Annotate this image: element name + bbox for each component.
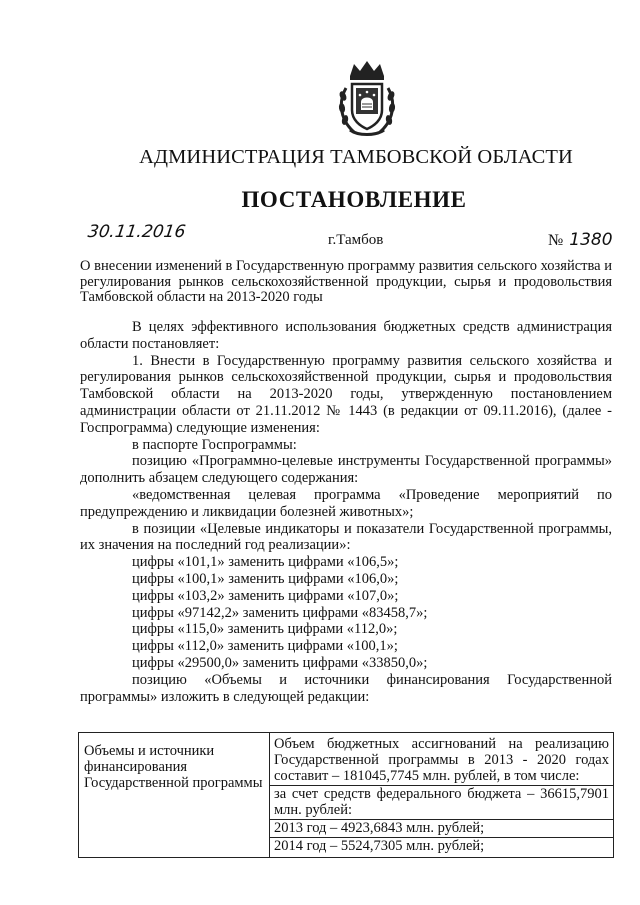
document-number [548,230,613,250]
document-body [80,319,612,705]
document-city: г.Тамбов [328,232,384,248]
table-line: Объем бюджетных ассигнований на реализацию Государственной программы в 2013 - 2020 годах составит – 181045,7745 млн. рублей, в том числе: [274,736,609,784]
replacement-item: цифры «29500,0» заменить цифрами «33850,0»; [132,654,428,671]
financing-table [78,732,614,858]
paragraph: позицию «Объемы и источники финансирования Государственной программы» изложить в следующей редакции: [80,671,612,705]
organization-title: АДМИНИСТРАЦИЯ ТАМБОВСКОЙ ОБЛАСТИ [139,146,573,168]
table-row [79,733,614,858]
document-subject: О внесении изменений в Государственную программу развития сельского хозяйства и регулирования рынков сельскохозяйственной продукции, сырья и продовольствия Тамбовской области на 2013-2020 годы [80,258,612,305]
table-line: 2013 год – 4923,6843 млн. рублей; [270,819,613,836]
replacement-item: цифры «115,0» заменить цифрами «112,0»; [132,621,398,638]
paragraph: в паспорте Госпрограммы: [132,436,297,453]
replacement-item: цифры «112,0» заменить цифрами «100,1»; [132,638,398,655]
table-line: 2014 год – 5524,7305 млн. рублей; [270,837,613,854]
paragraph: позицию «Программно-целевые инструменты Государственной программы» дополнить абзацем следующего содержания: [80,453,612,487]
document-date: 30.11.2016 [86,222,187,242]
paragraph: «ведомственная целевая программа «Проведение мероприятий по предупреждению и ликвидации болезней животных»; [80,486,612,520]
number-value: 1380 [569,230,613,250]
paragraph: В целях эффективного использования бюджетных средств администрация области постановляет: [80,319,612,352]
document-type-title: ПОСТАНОВЛЕНИЕ [241,187,467,212]
paragraph: в позиции «Целевые индикаторы и показатели Государственной программы, их значения на последний год реализации»: [80,520,612,554]
table-label-cell: Объемы и источники финансирования Государственной программы [79,733,270,858]
replacement-item: цифры «97142,2» заменить цифрами «83458,7»; [132,604,428,621]
paragraph: 1. Внести в Государственную программу развития сельского хозяйства и регулирования рынков сельскохозяйственной продукции, сырья и продовольствия Тамбовской области на 2013-2020 годы, утвержденную постановлением администрации области от 21.11.2012 № 1443 (в редакции от 09.11.2016), (далее - Госпрограмма) следующие изменения: [80,352,612,436]
coat-of-arms-emblem [336,58,398,138]
replacement-item: цифры «103,2» заменить цифрами «107,0»; [132,587,399,604]
table-value-cell [270,733,614,858]
replacement-item: цифры «101,1» заменить цифрами «106,5»; [132,554,399,571]
replacement-item: цифры «100,1» заменить цифрами «106,0»; [132,570,399,587]
number-sign: № [548,232,564,249]
table-line: за счет средств федерального бюджета – 36615,7901 млн. рублей: [270,785,613,818]
